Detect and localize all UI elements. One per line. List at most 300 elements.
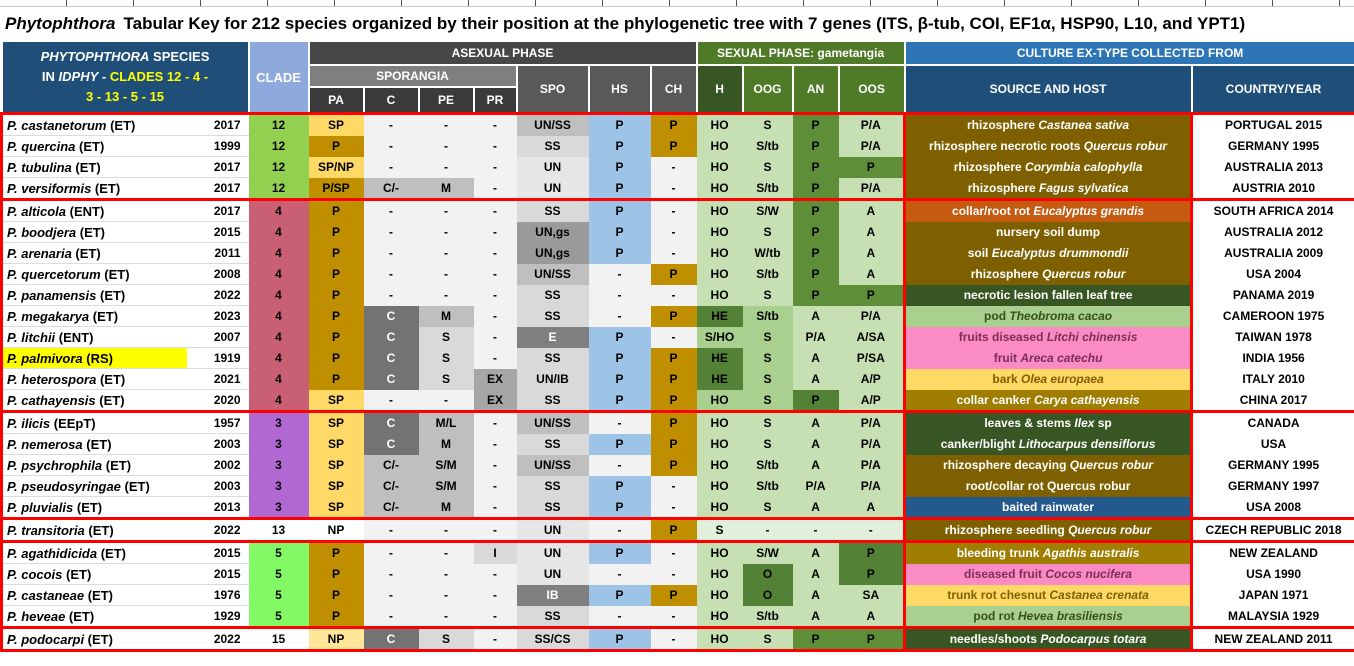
country-year-cell[interactable]: GERMANY 1995 [1192, 136, 1354, 157]
cell-c[interactable]: C [364, 434, 419, 455]
cell-hs[interactable]: P [589, 348, 651, 369]
species-cell[interactable]: P. castanetorum (ET) [2, 114, 187, 136]
species-column-header[interactable]: PHYTOPHTHORA SPECIES IN IDPHY - CLADES 12 - 4 - 3 - 13 - 5 - 15 [2, 41, 249, 114]
country-year-cell[interactable]: TAIWAN 1978 [1192, 327, 1354, 348]
source-host-cell[interactable]: rhizosphere Corymbia calophylla [905, 157, 1192, 178]
species-cell[interactable]: P. castaneae (ET) [2, 585, 187, 606]
cell-oog[interactable]: S/tb [743, 136, 793, 157]
clade-cell[interactable]: 4 [249, 327, 309, 348]
cell-oos[interactable]: A/SA [839, 327, 905, 348]
cell-pa[interactable]: SP [309, 434, 364, 455]
country-year-cell[interactable]: PANAMA 2019 [1192, 285, 1354, 306]
source-host-cell[interactable]: canker/blight Lithocarpus densiflorus [905, 434, 1192, 455]
clade-cell[interactable]: 4 [249, 200, 309, 222]
cell-an[interactable]: A [793, 606, 839, 628]
cell-ch[interactable]: - [651, 157, 697, 178]
source-host-header[interactable]: SOURCE AND HOST [905, 65, 1192, 114]
cell-oog[interactable]: O [743, 585, 793, 606]
cell-hs[interactable]: P [589, 434, 651, 455]
year-cell[interactable]: 2021 [187, 369, 249, 390]
cell-pa[interactable]: SP/NP [309, 157, 364, 178]
cell-oog[interactable]: S/tb [743, 264, 793, 285]
cell-oos[interactable]: P/A [839, 306, 905, 327]
cell-spo[interactable]: UN/SS [517, 114, 589, 136]
cell-oog[interactable]: - [743, 519, 793, 542]
source-host-cell[interactable]: pod rot Hevea brasiliensis [905, 606, 1192, 628]
cell-oos[interactable]: P/A [839, 114, 905, 136]
country-year-cell[interactable]: CZECH REPUBLIC 2018 [1192, 519, 1354, 542]
cell-pa[interactable]: SP [309, 497, 364, 519]
cell-spo[interactable]: SS/CS [517, 628, 589, 651]
cell-oos[interactable]: P/A [839, 476, 905, 497]
cell-ch[interactable]: P [651, 114, 697, 136]
year-cell[interactable]: 2002 [187, 455, 249, 476]
cell-pr[interactable]: - [474, 606, 517, 628]
country-year-cell[interactable]: AUSTRIA 2010 [1192, 178, 1354, 200]
source-host-cell[interactable]: bark Olea europaea [905, 369, 1192, 390]
source-host-cell[interactable]: collar/root rot Eucalyptus grandis [905, 200, 1192, 222]
cell-oos[interactable]: A/P [839, 390, 905, 412]
country-year-cell[interactable]: PORTUGAL 2015 [1192, 114, 1354, 136]
country-year-cell[interactable]: USA 1990 [1192, 564, 1354, 585]
cell-ch[interactable]: - [651, 542, 697, 564]
cell-oos[interactable]: A/P [839, 369, 905, 390]
cell-pe[interactable]: S [419, 327, 474, 348]
cell-ch[interactable]: - [651, 476, 697, 497]
cell-pa[interactable]: P [309, 243, 364, 264]
year-cell[interactable]: 1957 [187, 412, 249, 434]
cell-spo[interactable]: UN [517, 542, 589, 564]
clade-cell[interactable]: 12 [249, 157, 309, 178]
cell-oog[interactable]: W/tb [743, 243, 793, 264]
source-host-cell[interactable]: necrotic lesion fallen leaf tree [905, 285, 1192, 306]
cell-oos[interactable]: P/SA [839, 348, 905, 369]
cell-oog[interactable]: S/tb [743, 306, 793, 327]
cell-pa[interactable]: P [309, 542, 364, 564]
cell-oog[interactable]: S [743, 348, 793, 369]
cell-c[interactable]: - [364, 564, 419, 585]
cell-an[interactable]: A [793, 369, 839, 390]
country-year-cell[interactable]: GERMANY 1995 [1192, 455, 1354, 476]
cell-oog[interactable]: S/tb [743, 178, 793, 200]
cell-spo[interactable]: IB [517, 585, 589, 606]
cell-h[interactable]: HO [697, 285, 743, 306]
cell-spo[interactable]: UN/SS [517, 412, 589, 434]
spo-column-header[interactable]: SPO [517, 65, 589, 114]
year-cell[interactable]: 2015 [187, 564, 249, 585]
pe-column-header[interactable]: PE [419, 87, 474, 114]
cell-pr[interactable]: - [474, 455, 517, 476]
species-cell[interactable]: P. palmivora (RS) [2, 348, 187, 369]
cell-oos[interactable]: A [839, 606, 905, 628]
cell-an[interactable]: P/A [793, 327, 839, 348]
cell-pr[interactable]: - [474, 306, 517, 327]
year-cell[interactable]: 2022 [187, 519, 249, 542]
country-year-cell[interactable]: AUSTRALIA 2012 [1192, 222, 1354, 243]
cell-pa[interactable]: P [309, 564, 364, 585]
cell-oos[interactable]: P/A [839, 455, 905, 476]
cell-hs[interactable]: P [589, 114, 651, 136]
cell-an[interactable]: P [793, 285, 839, 306]
cell-an[interactable]: A [793, 455, 839, 476]
source-host-cell[interactable]: trunk rot chesnut Castanea crenata [905, 585, 1192, 606]
cell-ch[interactable]: P [651, 519, 697, 542]
year-cell[interactable]: 2017 [187, 178, 249, 200]
country-year-cell[interactable]: MALAYSIA 1929 [1192, 606, 1354, 628]
cell-h[interactable]: HE [697, 348, 743, 369]
cell-spo[interactable]: SS [517, 497, 589, 519]
cell-spo[interactable]: UN [517, 519, 589, 542]
cell-ch[interactable]: P [651, 348, 697, 369]
cell-spo[interactable]: UN,gs [517, 243, 589, 264]
source-host-cell[interactable]: needles/shoots Podocarpus totara [905, 628, 1192, 651]
country-year-header[interactable]: COUNTRY/YEAR [1192, 65, 1354, 114]
cell-pa[interactable]: SP [309, 455, 364, 476]
source-host-cell[interactable]: fruits diseased Litchi chinensis [905, 327, 1192, 348]
cell-oos[interactable]: P [839, 564, 905, 585]
cell-ch[interactable]: - [651, 606, 697, 628]
cell-an[interactable]: A [793, 542, 839, 564]
clade-cell[interactable]: 12 [249, 178, 309, 200]
cell-pe[interactable]: - [419, 114, 474, 136]
cell-spo[interactable]: SS [517, 390, 589, 412]
cell-h[interactable]: HO [697, 178, 743, 200]
cell-h[interactable]: HO [697, 497, 743, 519]
clade-cell[interactable]: 4 [249, 306, 309, 327]
country-year-cell[interactable]: INDIA 1956 [1192, 348, 1354, 369]
clade-cell[interactable]: 12 [249, 136, 309, 157]
source-host-cell[interactable]: soil Eucalyptus drummondii [905, 243, 1192, 264]
species-cell[interactable]: P. heterospora (ET) [2, 369, 187, 390]
year-cell[interactable]: 1999 [187, 136, 249, 157]
cell-c[interactable]: C/- [364, 497, 419, 519]
cell-oos[interactable]: A [839, 243, 905, 264]
country-year-cell[interactable]: USA 2004 [1192, 264, 1354, 285]
cell-pr[interactable]: - [474, 243, 517, 264]
cell-pe[interactable]: - [419, 136, 474, 157]
cell-spo[interactable]: SS [517, 348, 589, 369]
cell-pa[interactable]: P [309, 285, 364, 306]
cell-pr[interactable]: I [474, 542, 517, 564]
clade-cell[interactable]: 5 [249, 564, 309, 585]
clade-cell[interactable]: 4 [249, 222, 309, 243]
cell-c[interactable]: - [364, 285, 419, 306]
cell-c[interactable]: C/- [364, 455, 419, 476]
cell-hs[interactable]: P [589, 585, 651, 606]
cell-an[interactable]: P [793, 178, 839, 200]
cell-pr[interactable]: - [474, 519, 517, 542]
cell-c[interactable]: - [364, 606, 419, 628]
year-cell[interactable]: 1919 [187, 348, 249, 369]
cell-pa[interactable]: P [309, 264, 364, 285]
country-year-cell[interactable]: SOUTH AFRICA 2014 [1192, 200, 1354, 222]
cell-an[interactable]: A [793, 585, 839, 606]
species-cell[interactable]: P. quercetorum (ET) [2, 264, 187, 285]
country-year-cell[interactable]: GERMANY 1997 [1192, 476, 1354, 497]
source-host-cell[interactable]: rhizosphere necrotic roots Quercus robur [905, 136, 1192, 157]
cell-pe[interactable]: - [419, 285, 474, 306]
species-cell[interactable]: P. quercina (ET) [2, 136, 187, 157]
cell-c[interactable]: C/- [364, 476, 419, 497]
cell-ch[interactable]: - [651, 285, 697, 306]
species-cell[interactable]: P. cocois (ET) [2, 564, 187, 585]
country-year-cell[interactable]: NEW ZEALAND [1192, 542, 1354, 564]
cell-an[interactable]: P [793, 264, 839, 285]
cell-pa[interactable]: P [309, 606, 364, 628]
species-cell[interactable]: P. panamensis (ET) [2, 285, 187, 306]
cell-hs[interactable]: P [589, 157, 651, 178]
country-year-cell[interactable]: JAPAN 1971 [1192, 585, 1354, 606]
country-year-cell[interactable]: ITALY 2010 [1192, 369, 1354, 390]
year-cell[interactable]: 2017 [187, 114, 249, 136]
cell-spo[interactable]: SS [517, 476, 589, 497]
cell-c[interactable]: - [364, 157, 419, 178]
source-host-cell[interactable]: collar canker Carya cathayensis [905, 390, 1192, 412]
cell-h[interactable]: HO [697, 222, 743, 243]
cell-c[interactable]: - [364, 390, 419, 412]
species-cell[interactable]: P. boodjera (ET) [2, 222, 187, 243]
cell-pa[interactable]: SP [309, 114, 364, 136]
cell-an[interactable]: A [793, 497, 839, 519]
cell-c[interactable]: C [364, 369, 419, 390]
cell-h[interactable]: S/HO [697, 327, 743, 348]
cell-pr[interactable]: - [474, 476, 517, 497]
asexual-phase-header[interactable]: ASEXUAL PHASE [309, 41, 697, 65]
cell-ch[interactable]: - [651, 200, 697, 222]
cell-oog[interactable]: S [743, 390, 793, 412]
cell-pa[interactable]: P [309, 136, 364, 157]
cell-ch[interactable]: - [651, 243, 697, 264]
clade-cell[interactable]: 13 [249, 519, 309, 542]
cell-pe[interactable]: S/M [419, 476, 474, 497]
cell-oog[interactable]: S [743, 222, 793, 243]
cell-spo[interactable]: SS [517, 200, 589, 222]
cell-pr[interactable]: - [474, 157, 517, 178]
an-column-header[interactable]: AN [793, 65, 839, 114]
cell-oog[interactable]: S/W [743, 542, 793, 564]
clade-cell[interactable]: 3 [249, 497, 309, 519]
cell-pr[interactable]: - [474, 114, 517, 136]
cell-c[interactable]: C/- [364, 178, 419, 200]
cell-an[interactable]: P [793, 390, 839, 412]
cell-pa[interactable]: P [309, 222, 364, 243]
cell-h[interactable]: HE [697, 306, 743, 327]
sporangia-header[interactable]: SPORANGIA [309, 65, 517, 87]
cell-spo[interactable]: SS [517, 434, 589, 455]
cell-an[interactable]: A [793, 348, 839, 369]
cell-oog[interactable]: S [743, 157, 793, 178]
cell-c[interactable]: - [364, 264, 419, 285]
culture-ex-type-header[interactable]: CULTURE EX-TYPE COLLECTED FROM [905, 41, 1354, 65]
cell-pr[interactable]: - [474, 497, 517, 519]
cell-an[interactable]: P [793, 157, 839, 178]
cell-pr[interactable]: - [474, 628, 517, 651]
clade-cell[interactable]: 4 [249, 390, 309, 412]
cell-h[interactable]: HO [697, 564, 743, 585]
cell-spo[interactable]: UN/SS [517, 455, 589, 476]
oog-column-header[interactable]: OOG [743, 65, 793, 114]
cell-c[interactable]: - [364, 136, 419, 157]
cell-ch[interactable]: P [651, 455, 697, 476]
cell-ch[interactable]: - [651, 222, 697, 243]
source-host-cell[interactable]: rhizosphere seedling Quercus robur [905, 519, 1192, 542]
cell-pe[interactable]: M [419, 178, 474, 200]
source-host-cell[interactable]: root/collar rot Quercus robur [905, 476, 1192, 497]
clade-cell[interactable]: 5 [249, 542, 309, 564]
cell-hs[interactable]: - [589, 285, 651, 306]
cell-an[interactable]: P [793, 200, 839, 222]
cell-spo[interactable]: E [517, 327, 589, 348]
cell-an[interactable]: P/A [793, 476, 839, 497]
cell-oog[interactable]: S/tb [743, 606, 793, 628]
cell-c[interactable]: - [364, 519, 419, 542]
year-cell[interactable]: 2022 [187, 628, 249, 651]
clade-cell[interactable]: 4 [249, 243, 309, 264]
country-year-cell[interactable]: CHINA 2017 [1192, 390, 1354, 412]
cell-spo[interactable]: SS [517, 136, 589, 157]
clade-cell[interactable]: 4 [249, 348, 309, 369]
cell-pr[interactable]: - [474, 200, 517, 222]
year-cell[interactable]: 2007 [187, 327, 249, 348]
cell-pe[interactable]: S [419, 369, 474, 390]
year-cell[interactable]: 2015 [187, 542, 249, 564]
cell-h[interactable]: HO [697, 200, 743, 222]
cell-spo[interactable]: SS [517, 606, 589, 628]
cell-pa[interactable]: P [309, 200, 364, 222]
cell-pa[interactable]: SP [309, 390, 364, 412]
ch-column-header[interactable]: CH [651, 65, 697, 114]
cell-hs[interactable]: P [589, 369, 651, 390]
cell-pe[interactable]: - [419, 200, 474, 222]
cell-pa[interactable]: P [309, 369, 364, 390]
cell-ch[interactable]: P [651, 369, 697, 390]
cell-hs[interactable]: P [589, 136, 651, 157]
cell-pa[interactable]: SP [309, 476, 364, 497]
cell-h[interactable]: HO [697, 476, 743, 497]
year-cell[interactable]: 2017 [187, 200, 249, 222]
cell-pr[interactable]: - [474, 222, 517, 243]
clade-cell[interactable]: 12 [249, 114, 309, 136]
cell-pr[interactable]: - [474, 434, 517, 455]
cell-ch[interactable]: - [651, 178, 697, 200]
cell-ch[interactable]: P [651, 264, 697, 285]
cell-spo[interactable]: UN [517, 178, 589, 200]
cell-oog[interactable]: S [743, 369, 793, 390]
cell-pe[interactable]: S [419, 348, 474, 369]
cell-c[interactable]: - [364, 222, 419, 243]
cell-oos[interactable]: P [839, 542, 905, 564]
species-cell[interactable]: P. megakarya (ET) [2, 306, 187, 327]
cell-pr[interactable]: - [474, 564, 517, 585]
cell-h[interactable]: S [697, 519, 743, 542]
cell-hs[interactable]: P [589, 200, 651, 222]
cell-pr[interactable]: EX [474, 390, 517, 412]
source-host-cell[interactable]: leaves & stems Ilex sp [905, 412, 1192, 434]
pr-column-header[interactable]: PR [474, 87, 517, 114]
cell-pe[interactable]: M [419, 497, 474, 519]
cell-h[interactable]: HO [697, 157, 743, 178]
cell-pr[interactable]: - [474, 327, 517, 348]
cell-an[interactable]: P [793, 628, 839, 651]
cell-oos[interactable]: P/A [839, 136, 905, 157]
cell-h[interactable]: HO [697, 542, 743, 564]
cell-pa[interactable]: SP [309, 412, 364, 434]
oos-column-header[interactable]: OOS [839, 65, 905, 114]
cell-pe[interactable]: - [419, 564, 474, 585]
species-cell[interactable]: P. litchii (ENT) [2, 327, 187, 348]
country-year-cell[interactable]: AUSTRALIA 2009 [1192, 243, 1354, 264]
cell-ch[interactable]: P [651, 412, 697, 434]
cell-c[interactable]: - [364, 200, 419, 222]
cell-pe[interactable]: M [419, 434, 474, 455]
cell-h[interactable]: HO [697, 264, 743, 285]
cell-oog[interactable]: S [743, 327, 793, 348]
country-year-cell[interactable]: USA 2008 [1192, 497, 1354, 519]
cell-pe[interactable]: - [419, 390, 474, 412]
year-cell[interactable]: 2022 [187, 285, 249, 306]
year-cell[interactable]: 2013 [187, 497, 249, 519]
cell-pa[interactable]: P [309, 585, 364, 606]
cell-h[interactable]: HO [697, 114, 743, 136]
cell-oos[interactable]: P/A [839, 434, 905, 455]
cell-spo[interactable]: SS [517, 285, 589, 306]
cell-pa[interactable]: NP [309, 519, 364, 542]
cell-hs[interactable]: - [589, 412, 651, 434]
cell-hs[interactable]: P [589, 628, 651, 651]
source-host-cell[interactable]: rhizosphere Castanea sativa [905, 114, 1192, 136]
clade-cell[interactable]: 5 [249, 606, 309, 628]
cell-ch[interactable]: - [651, 628, 697, 651]
cell-h[interactable]: HE [697, 369, 743, 390]
clade-cell[interactable]: 3 [249, 412, 309, 434]
species-cell[interactable]: P. agathidicida (ET) [2, 542, 187, 564]
cell-pe[interactable]: - [419, 264, 474, 285]
cell-oos[interactable]: P [839, 157, 905, 178]
cell-an[interactable]: A [793, 564, 839, 585]
cell-an[interactable]: A [793, 434, 839, 455]
cell-oos[interactable]: A [839, 264, 905, 285]
cell-ch[interactable]: P [651, 136, 697, 157]
clade-cell[interactable]: 3 [249, 434, 309, 455]
cell-hs[interactable]: - [589, 306, 651, 327]
cell-c[interactable]: C [364, 628, 419, 651]
cell-oos[interactable]: P/A [839, 412, 905, 434]
clade-column-header[interactable]: CLADE [249, 41, 309, 114]
clade-cell[interactable]: 4 [249, 369, 309, 390]
cell-oog[interactable]: S [743, 412, 793, 434]
cell-hs[interactable]: P [589, 222, 651, 243]
cell-oog[interactable]: S [743, 114, 793, 136]
cell-pe[interactable]: - [419, 585, 474, 606]
cell-pr[interactable]: - [474, 585, 517, 606]
species-cell[interactable]: P. tubulina (ET) [2, 157, 187, 178]
cell-oog[interactable]: S [743, 497, 793, 519]
cell-ch[interactable]: - [651, 327, 697, 348]
cell-h[interactable]: HO [697, 412, 743, 434]
cell-pe[interactable]: S/M [419, 455, 474, 476]
cell-pa[interactable]: P [309, 306, 364, 327]
cell-h[interactable]: HO [697, 628, 743, 651]
cell-pe[interactable]: - [419, 519, 474, 542]
cell-oos[interactable]: A [839, 200, 905, 222]
source-host-cell[interactable]: diseased fruit Cocos nucifera [905, 564, 1192, 585]
cell-oos[interactable]: P [839, 285, 905, 306]
cell-oog[interactable]: S/tb [743, 455, 793, 476]
source-host-cell[interactable]: bleeding trunk Agathis australis [905, 542, 1192, 564]
cell-oos[interactable]: P/A [839, 178, 905, 200]
cell-hs[interactable]: - [589, 606, 651, 628]
cell-ch[interactable]: - [651, 497, 697, 519]
